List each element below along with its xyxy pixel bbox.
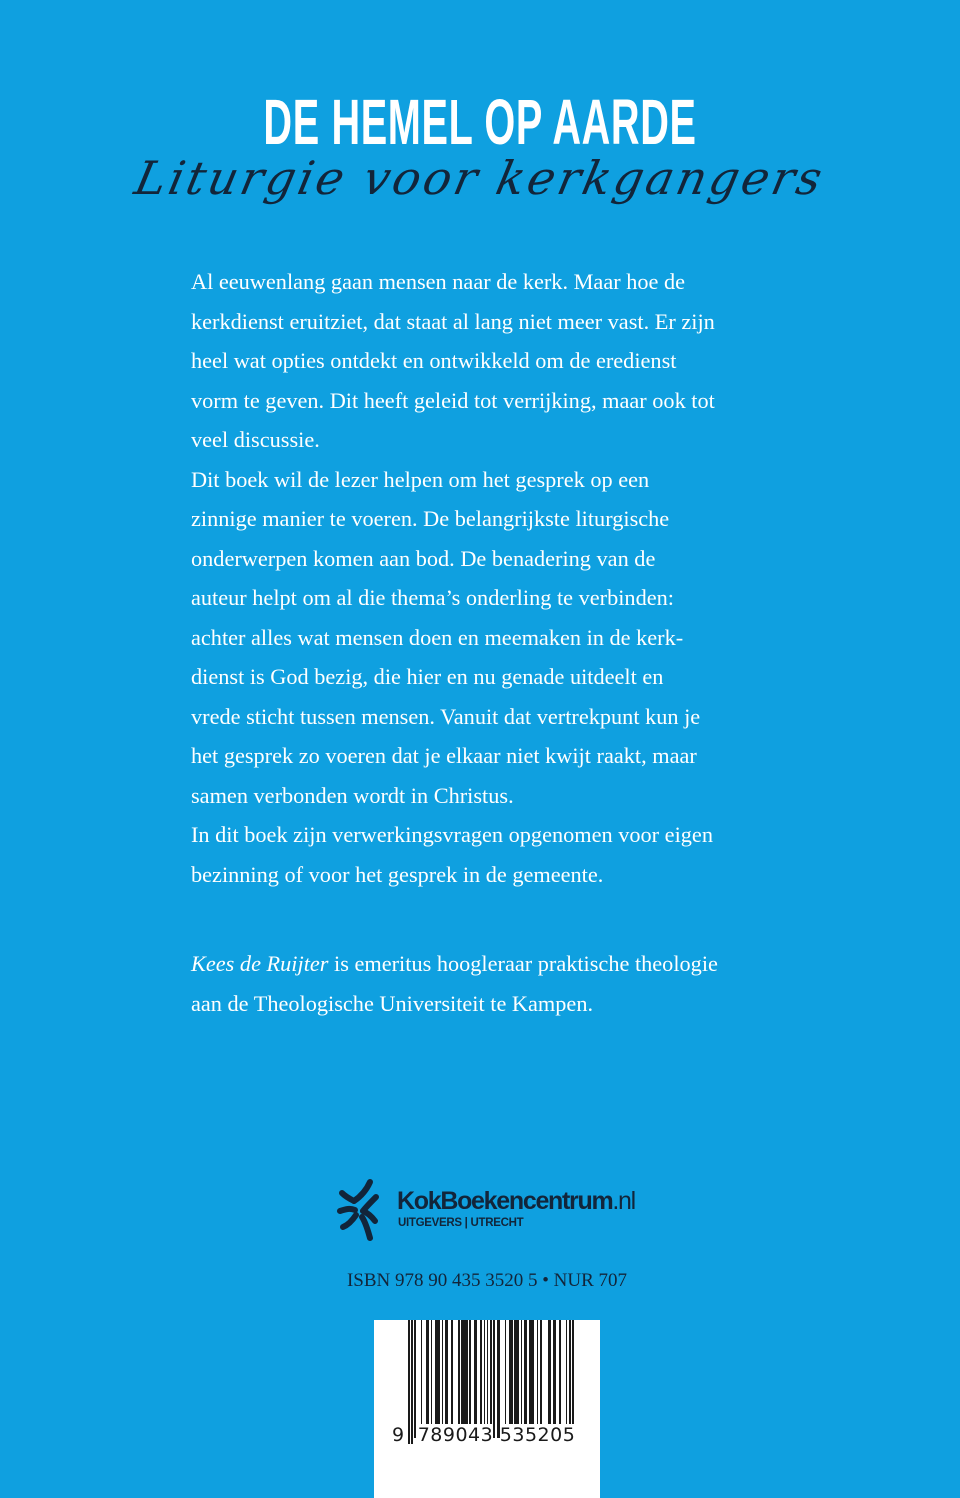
publisher-logo [336, 1177, 656, 1243]
blurb-line: auteur helpt om al die thema’s onderling te verbinden: [191, 585, 674, 610]
blurb-line: Dit boek wil de lezer helpen om het gesprek op een [191, 466, 650, 492]
author-bio-line-2: aan de Theologische Universiteit te Kampen. [191, 990, 594, 1016]
blurb-line: bezinning of voor het gesprek in de gemeente. [191, 861, 604, 887]
blurb-line: kerkdienst eruitziet, dat staat al lang niet meer vast. Er zijn [191, 308, 715, 334]
blurb-line: het gesprek zo voeren dat je elkaar niet kwijt raakt, maar [191, 743, 697, 768]
author-bio-line-1 [191, 944, 791, 984]
book-subtitle: Liturgie voor kerkgangers [130, 151, 830, 205]
barcode [374, 1320, 600, 1498]
blurb-line: onderwerpen komen aan bod. De benadering van de [191, 545, 656, 571]
kok-boekencentrum-star-icon [336, 1177, 380, 1243]
blurb-line: veel discussie. [191, 427, 320, 452]
blurb-line: vorm te geven. Dit heeft geleid tot verrijking, maar ook tot [191, 387, 715, 413]
isbn-nur: ISBN 978 90 435 3520 5 • NUR 707 [346, 1270, 628, 1291]
blurb-line: vrede sticht tussen mensen. Vanuit dat vertrekpunt kun je [191, 703, 701, 729]
publisher-name-text: KokBoekencentrum [397, 1187, 613, 1215]
publisher-tagline: UITGEVERS | UTRECHT [398, 1217, 524, 1229]
barcode-digits-right: 535205 [499, 1424, 576, 1446]
blurb-line: dienst is God bezig, die hier en nu genade uitdeelt en [191, 664, 664, 689]
blurb-paragraph-1 [191, 262, 791, 460]
author-bio [191, 944, 791, 1023]
blurb-line: zinnige manier te voeren. De belangrijkste liturgische [191, 506, 670, 531]
author-bio-text: is emeritus hoogleraar praktische theologie [328, 951, 718, 976]
barcode-digit-first: 9 [392, 1424, 405, 1446]
blurb-line: heel wat opties ontdekt en ontwikkeld om de eredienst [191, 348, 677, 373]
barcode-digits-left: 789043 [417, 1424, 494, 1446]
blurb-line: Al eeuwenlang gaan mensen naar de kerk. Maar hoe de [191, 269, 686, 294]
publisher-name [397, 1187, 635, 1216]
publisher-tld: .nl [612, 1187, 635, 1215]
author-name: Kees de Ruijter [191, 951, 329, 976]
book-title: DE HEMEL OP AARDE [263, 86, 697, 158]
blurb-line: In dit boek zijn verwerkingsvragen opgenomen voor eigen [191, 822, 713, 847]
blurb-line: achter alles wat mensen doen en meemaken in de kerk- [191, 624, 684, 650]
barcode-digits [392, 1424, 575, 1446]
blurb-paragraph-3 [191, 815, 791, 894]
blurb-paragraph-2 [191, 460, 791, 816]
blurb-line: samen verbonden wordt in Christus. [191, 782, 514, 808]
blurb [191, 262, 791, 894]
